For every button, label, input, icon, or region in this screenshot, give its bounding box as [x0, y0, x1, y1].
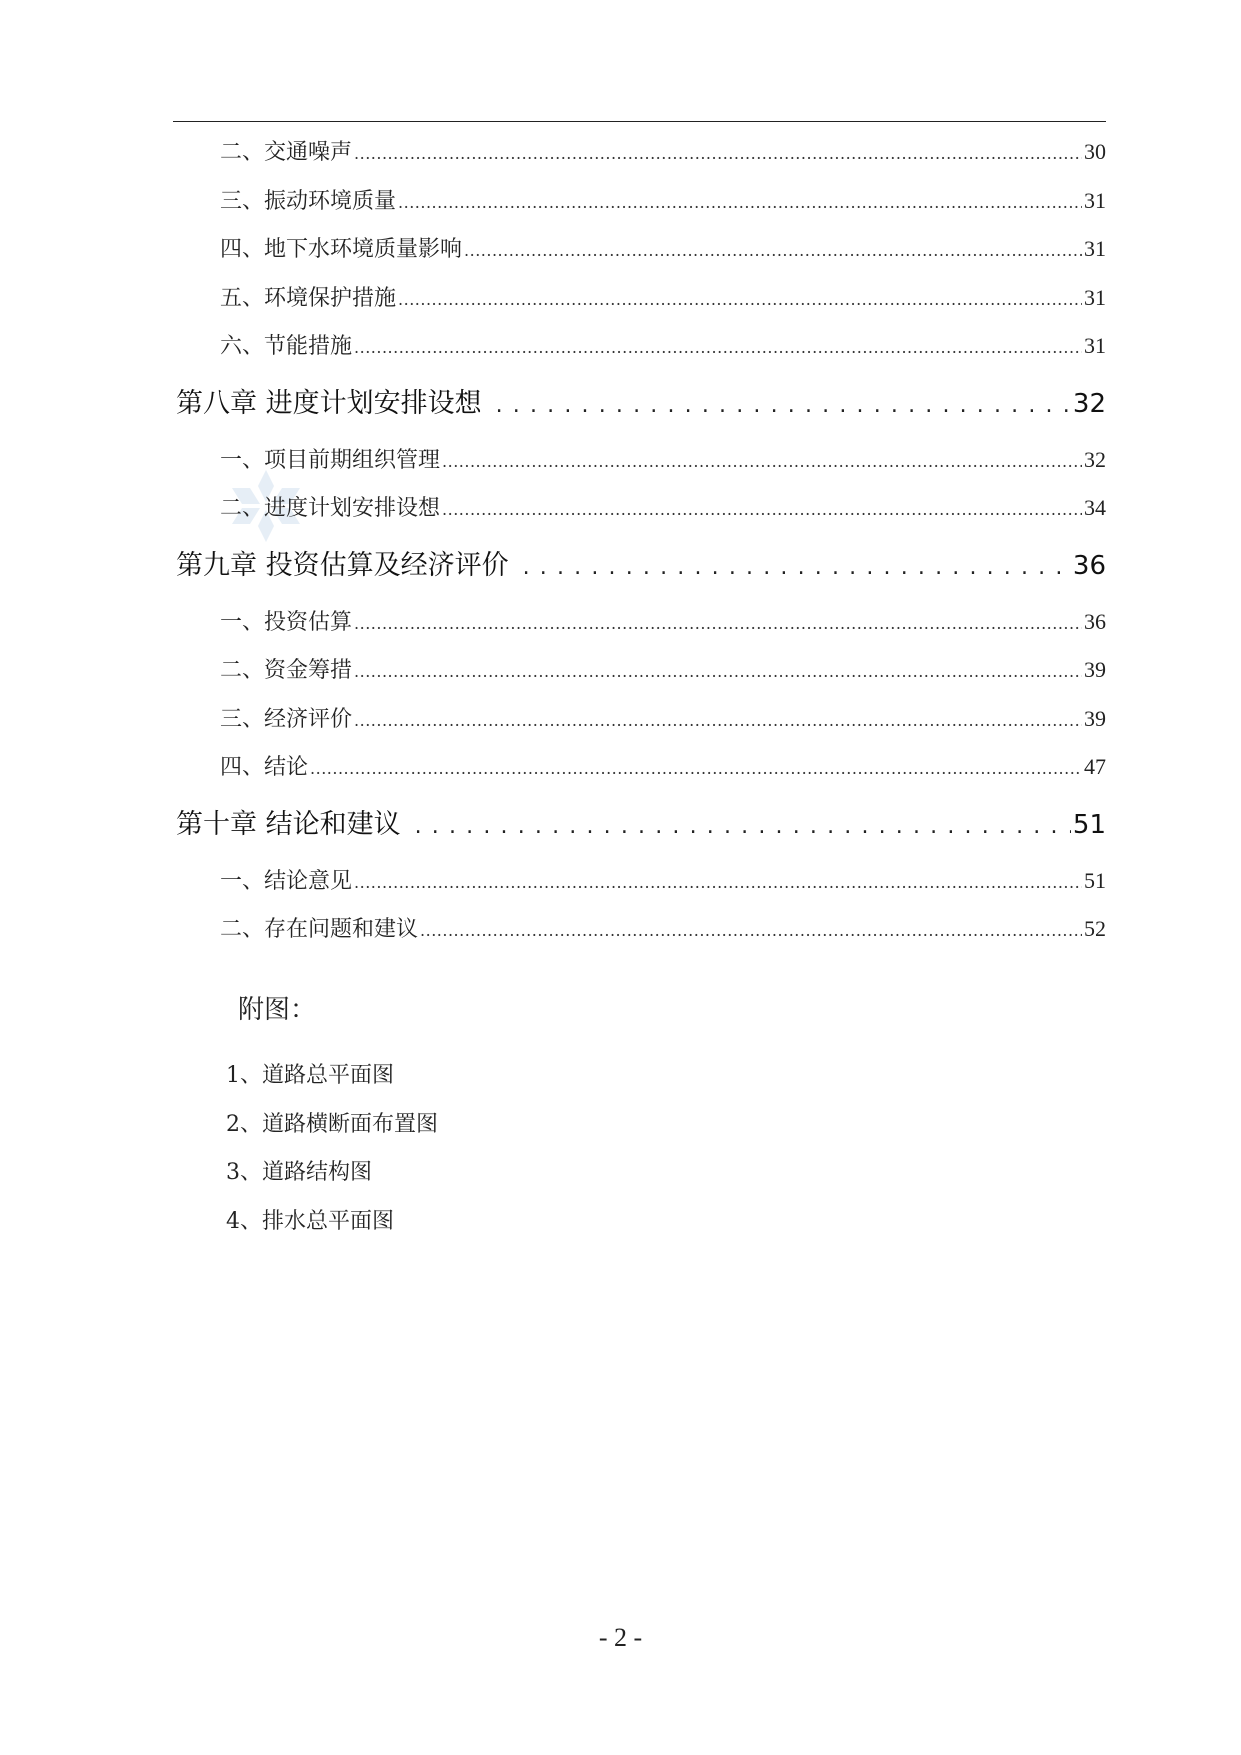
- toc-entry-label: 一、项目前期组织管理: [220, 447, 441, 473]
- toc-section-entry[interactable]: [173, 225, 1106, 274]
- toc-entry-label: 四、结论: [220, 755, 309, 780]
- appendix-item: 4、排水总平面图: [226, 1208, 394, 1234]
- appendix-section: [223, 990, 438, 1246]
- toc-entry-page-number: 31: [1084, 187, 1106, 213]
- toc-entry-label: 二、交通噪声: [220, 140, 353, 165]
- table-of-contents: [173, 128, 1106, 954]
- toc-dot-leader: [354, 129, 1082, 179]
- toc-entry-label: 四、地下水环境质量影响: [220, 237, 463, 262]
- toc-entry-page-number: 39: [1084, 657, 1106, 682]
- toc-entry-page-number: 31: [1084, 236, 1106, 261]
- toc-entry-label: 第八章 进度计划安排设想: [176, 387, 482, 419]
- toc-section-entry[interactable]: [173, 436, 1106, 485]
- toc-entry-page-number: 39: [1084, 705, 1106, 731]
- toc-entry-page-number: 36: [1072, 550, 1106, 581]
- toc-entry-label: 五、环境保护措施: [220, 285, 397, 311]
- toc-entry-page-number: 31: [1084, 333, 1106, 358]
- header-rule: [173, 121, 1106, 122]
- toc-entry-label: 三、经济评价: [220, 706, 353, 732]
- toc-dot-leader: [442, 437, 1082, 487]
- toc-entry-page-number: 32: [1084, 446, 1106, 472]
- toc-entry-page-number: 51: [1084, 867, 1106, 893]
- toc-dot-leader: [420, 906, 1082, 956]
- toc-section-entry[interactable]: [173, 322, 1106, 371]
- toc-section-entry[interactable]: [173, 484, 1106, 533]
- toc-section-entry[interactable]: [173, 695, 1106, 744]
- page-number: - 2 -: [598, 1623, 643, 1652]
- appendix-item: 3、道路结构图: [226, 1160, 372, 1185]
- toc-entry-page-number: 32: [1072, 388, 1106, 419]
- toc-entry-label: 六、节能措施: [220, 334, 353, 359]
- toc-entry-page-number: 47: [1084, 754, 1106, 779]
- toc-dot-leader: [354, 323, 1082, 373]
- toc-dot-leader: [442, 485, 1082, 535]
- toc-entry-label: 二、进度计划安排设想: [220, 496, 441, 521]
- toc-chapter-entry[interactable]: [173, 792, 1106, 857]
- toc-dot-leader: [354, 858, 1082, 908]
- toc-entry-label: 三、振动环境质量: [220, 188, 397, 214]
- appendix-title: 附图：: [238, 995, 317, 1025]
- toc-dot-leader: [398, 275, 1082, 325]
- toc-entry-label: 第九章 投资估算及经济评价: [176, 549, 509, 581]
- toc-dot-leader: [354, 696, 1082, 746]
- toc-section-entry[interactable]: [173, 857, 1106, 906]
- appendix-item: 1、道路总平面图: [226, 1063, 394, 1088]
- toc-entry-label: 二、存在问题和建议: [220, 917, 419, 942]
- toc-entry-label: 一、投资估算: [220, 609, 353, 635]
- toc-dot-leader: [354, 647, 1082, 697]
- toc-dot-leader: [310, 744, 1082, 794]
- toc-dot-leader: [398, 178, 1082, 228]
- toc-entry-page-number: 34: [1084, 495, 1106, 520]
- toc-entry-page-number: 31: [1084, 284, 1106, 310]
- toc-entry-page-number: 51: [1072, 809, 1106, 840]
- appendix-item: 2、道路横断面布置图: [226, 1111, 438, 1137]
- toc-entry-page-number: 36: [1084, 608, 1106, 634]
- toc-section-entry[interactable]: [173, 646, 1106, 695]
- toc-section-entry[interactable]: [173, 128, 1106, 177]
- toc-dot-leader: [354, 599, 1082, 649]
- toc-entry-label: 二、资金筹措: [220, 658, 353, 683]
- toc-entry-page-number: 52: [1084, 916, 1106, 941]
- toc-section-entry[interactable]: [173, 743, 1106, 792]
- toc-dot-leader: [523, 533, 1071, 600]
- toc-section-entry[interactable]: [173, 177, 1106, 226]
- toc-section-entry[interactable]: [173, 598, 1106, 647]
- toc-entry-label: 一、结论意见: [220, 868, 353, 894]
- toc-dot-leader: [496, 371, 1071, 438]
- toc-chapter-entry[interactable]: [173, 533, 1106, 598]
- toc-entry-page-number: 30: [1084, 139, 1106, 164]
- toc-dot-leader: [464, 226, 1082, 276]
- toc-section-entry[interactable]: [173, 905, 1106, 954]
- toc-chapter-entry[interactable]: [173, 371, 1106, 436]
- toc-entry-label: 第十章 结论和建议: [176, 808, 401, 840]
- toc-section-entry[interactable]: [173, 274, 1106, 323]
- toc-dot-leader: [415, 792, 1071, 859]
